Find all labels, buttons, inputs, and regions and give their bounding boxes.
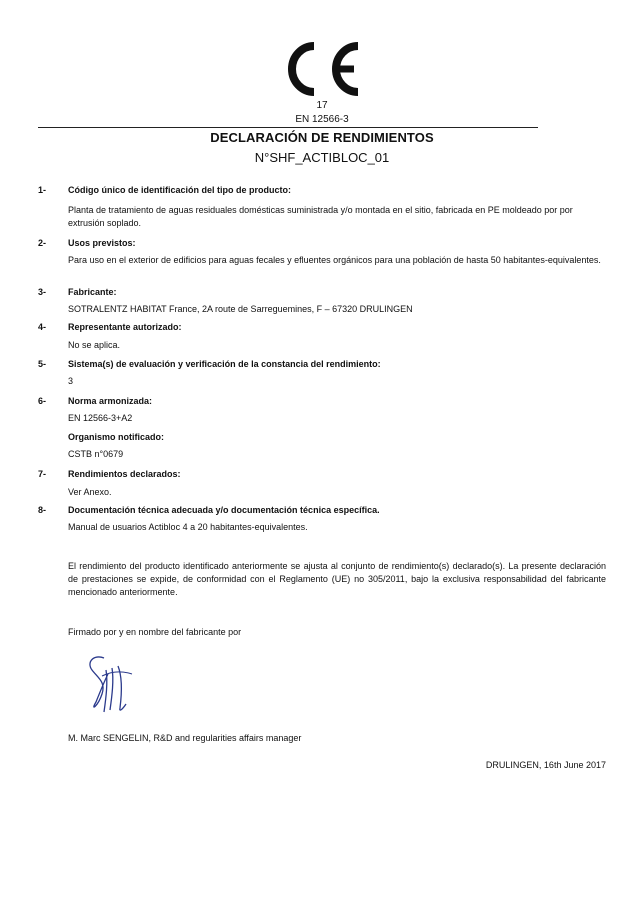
- section-8-text: Manual de usuarios Actibloc 4 a 20 habitantes-equivalentes.: [68, 522, 308, 532]
- declaration-paragraph: El rendimiento del producto identificado anteriormente se ajusta al conjunto de rendimiento(s) declarado(s). La presente declaración de prestaciones se expide, de conformidad con el Reglamento (UE) no 305/2011, bajo la exclusiva responsabilidad del fabricante mencionado anteriormente.: [68, 561, 606, 597]
- section-1-number: 1-: [38, 185, 47, 195]
- standard-reference: EN 12566-3: [295, 114, 349, 125]
- section-4-title: Representante autorizado:: [68, 322, 182, 332]
- section-6-text: EN 12566-3+A2: [68, 413, 133, 423]
- section-4-number: 4-: [38, 322, 47, 332]
- handwritten-signature: [82, 652, 138, 718]
- section-2-number: 2-: [38, 238, 47, 248]
- section-6-subtitle: Organismo notificado:: [68, 432, 165, 442]
- document-reference: N°SHF_ACTIBLOC_01: [254, 150, 390, 165]
- section-6-title: Norma armonizada:: [68, 396, 153, 406]
- signed-by-text: Firmado por y en nombre del fabricante por: [68, 627, 242, 637]
- place-and-date: DRULINGEN, 16th June 2017: [485, 760, 606, 770]
- section-3-title: Fabricante:: [68, 287, 117, 297]
- section-8-title: Documentación técnica adecuada y/o documentación técnica específica.: [68, 505, 380, 515]
- section-5-title: Sistema(s) de evaluación y verificación de la constancia del rendimiento:: [68, 359, 381, 369]
- section-7-number: 7-: [38, 469, 47, 479]
- notified-body-number: 17: [316, 100, 328, 111]
- section-1-text: Planta de tratamiento de aguas residuales domésticas suministrada y/o montada en el sitio, fabricada en PE moldeado por por extrusión soplado.: [68, 205, 573, 228]
- section-3-number: 3-: [38, 287, 47, 297]
- document-title: DECLARACIÓN DE RENDIMIENTOS: [210, 130, 434, 145]
- ce-mark-icon: [280, 42, 362, 96]
- section-8-number: 8-: [38, 505, 47, 515]
- section-5-number: 5-: [38, 359, 47, 369]
- section-6-number: 6-: [38, 396, 47, 406]
- section-3-text: SOTRALENTZ HABITAT France, 2A route de Sarreguemines, F – 67320 DRULINGEN: [68, 304, 413, 314]
- section-5-text: 3: [68, 376, 74, 386]
- section-2-text: Para uso en el exterior de edificios para aguas fecales y efluentes orgánicos para una población de hasta 50 habitantes-equivalentes.: [68, 255, 601, 265]
- header-divider: [38, 127, 538, 128]
- section-6-subtext: CSTB n°0679: [68, 449, 124, 459]
- section-7-text: Ver Anexo.: [68, 487, 112, 497]
- section-2-title: Usos previstos:: [68, 238, 136, 248]
- signatory-name: M. Marc SENGELIN, R&D and regularities affairs manager: [68, 733, 302, 743]
- section-7-title: Rendimientos declarados:: [68, 469, 181, 479]
- section-1-title: Código único de identificación del tipo de producto:: [68, 185, 291, 195]
- section-4-text: No se aplica.: [68, 340, 121, 350]
